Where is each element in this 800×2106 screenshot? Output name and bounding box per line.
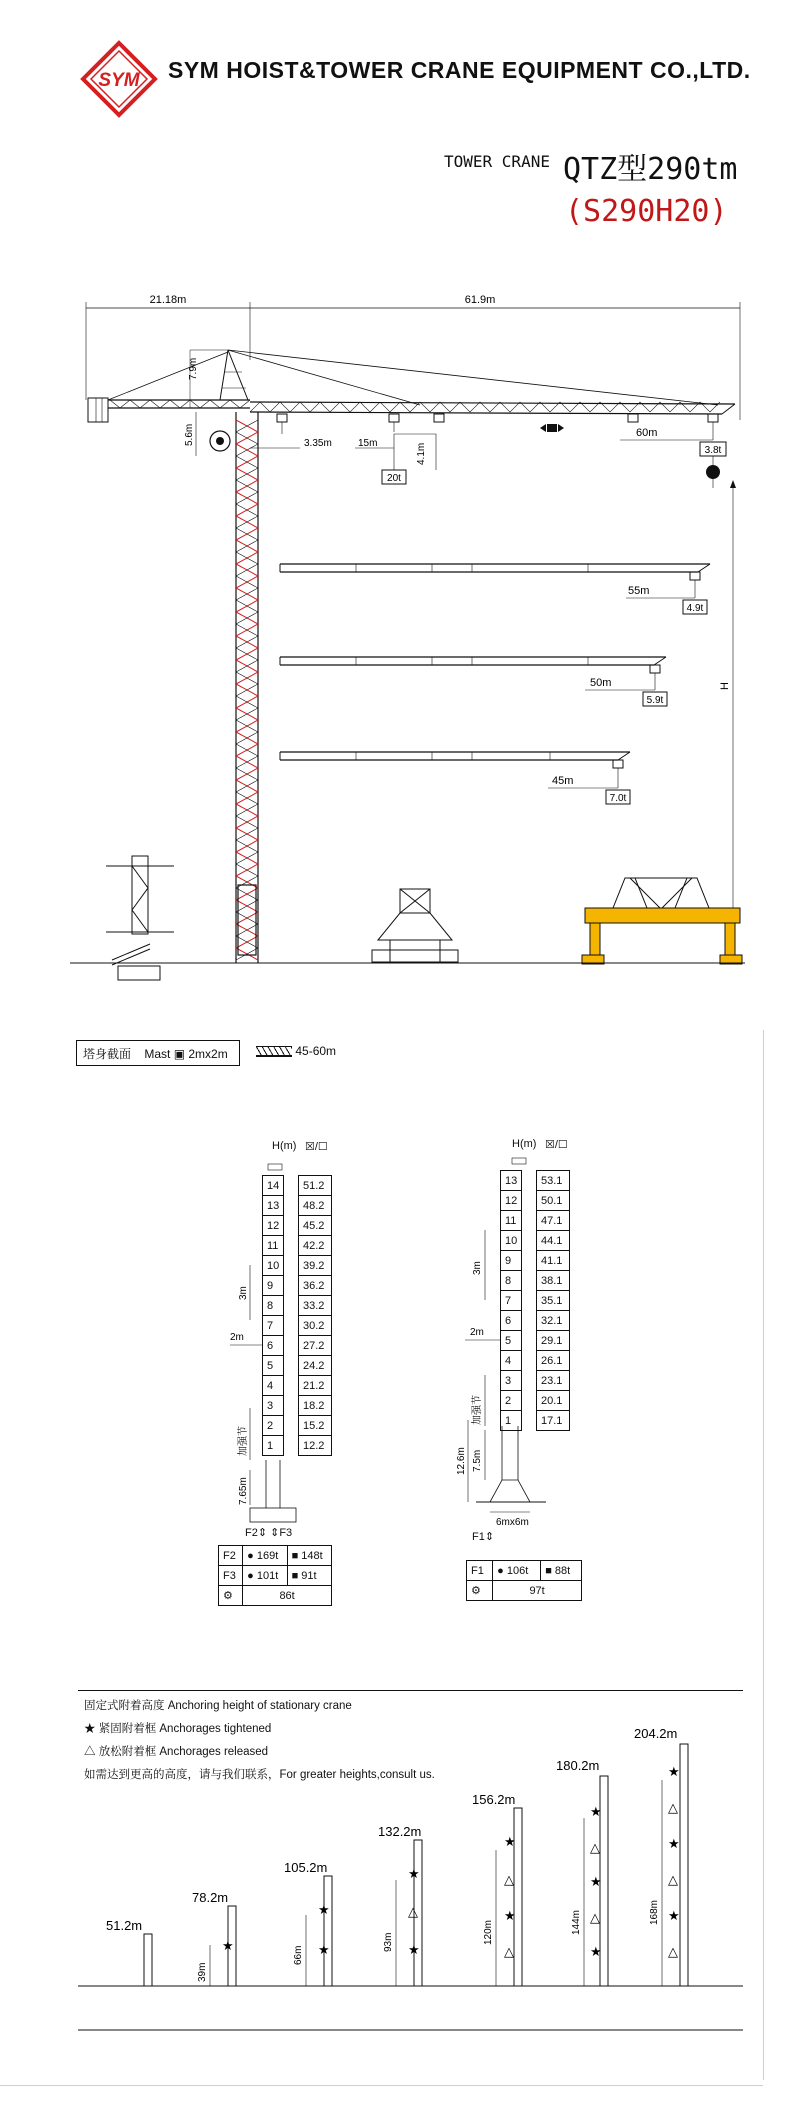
page-border-bottom (0, 2085, 763, 2086)
hook-height: 4.1m (416, 442, 427, 465)
svg-text:★: ★ (590, 1874, 602, 1889)
svg-text:39m: 39m (197, 1962, 208, 1982)
model-name: QTZ型290tm (563, 152, 738, 187)
tower-2-height: 78.2m (192, 1890, 229, 1905)
jib-55m (280, 564, 710, 614)
mast-section-detail (106, 856, 174, 980)
svg-text:3m: 3m (472, 1261, 483, 1275)
max-load: 20t (387, 473, 401, 484)
svg-text:△: △ (668, 1872, 678, 1887)
tip-radius: 60m (636, 427, 658, 439)
svg-text:★: ★ (668, 1908, 680, 1923)
config-right-header: H(m) (512, 1138, 537, 1150)
config-right-sections: 13 12 11 10 9 8 7 6 5 4 3 2 1 (500, 1170, 522, 1431)
mast-section-label: 塔身截面 (83, 1047, 132, 1061)
svg-text:12.6m: 12.6m (456, 1447, 467, 1475)
tower-7-height: 204.2m (634, 1726, 678, 1741)
config-right-heights: 53.1 50.1 47.1 44.1 41.1 38.1 35.1 32.1 29.1 26.1 23.1 20.1 17.1 (536, 1170, 570, 1431)
svg-text:★: ★ (668, 1764, 680, 1779)
svg-text:△: △ (504, 1872, 514, 1887)
jib-50m (280, 657, 667, 706)
anchoring-released: △ 放松附着框 Anchorages released (84, 1746, 269, 1758)
svg-text:★: ★ (318, 1942, 330, 1957)
jib-length: 61.9m (464, 294, 496, 306)
portal-base (582, 878, 742, 964)
tower-3-height: 105.2m (284, 1860, 328, 1875)
config-left-sections: 14 13 12 11 10 9 8 7 6 5 4 3 2 1 (262, 1175, 284, 1456)
config-left-feet: F2⇕ ⇕F3 (245, 1527, 293, 1539)
svg-text:△: △ (504, 1944, 514, 1959)
config-right-dims (430, 1150, 570, 1540)
svg-text:66m: 66m (293, 1945, 304, 1965)
svg-text:6mx6m: 6mx6m (496, 1517, 529, 1528)
tower-head (188, 350, 248, 408)
weight-icon: ⚙ (467, 1581, 493, 1601)
anchoring-top-rule (78, 1690, 743, 1691)
svg-text:★: ★ (408, 1942, 420, 1957)
svg-text:★: ★ (590, 1944, 602, 1959)
jib-range (256, 1044, 336, 1058)
config-left-icon: ☒/☐ (305, 1141, 328, 1153)
svg-text:加强节: 加强节 (472, 1395, 483, 1425)
svg-text:★: ★ (318, 1902, 330, 1917)
svg-text:93m: 93m (383, 1932, 394, 1952)
offset-1: 3.35m (304, 438, 332, 449)
jib-range-text: 45-60m (295, 1044, 337, 1058)
tower-4-height: 132.2m (378, 1824, 422, 1839)
svg-text:7.5m: 7.5m (472, 1449, 483, 1472)
svg-text:△: △ (668, 1800, 678, 1815)
anchoring-title: 固定式附着高度 Anchoring height of stationary crane (84, 1700, 352, 1712)
weight-icon: ⚙ (219, 1586, 243, 1606)
jib-45m-load: 7.0t (609, 793, 627, 804)
tower-1-height: 51.2m (106, 1918, 143, 1933)
crane-drawing (0, 0, 800, 1000)
svg-text:△: △ (408, 1904, 418, 1919)
svg-text:120m: 120m (483, 1919, 494, 1945)
config-right-icon: ☒/☐ (545, 1139, 568, 1151)
jib-55m-radius: 55m (628, 585, 650, 597)
head-height: 7.9m (188, 357, 199, 380)
svg-text:7.65m: 7.65m (238, 1477, 249, 1505)
svg-text:△: △ (668, 1944, 678, 1959)
foot-base (372, 889, 458, 962)
jib-section-icon (256, 1046, 292, 1057)
mast-section-box (76, 1040, 240, 1066)
model-code: (S290H20) (565, 194, 728, 229)
anchoring-chart (0, 1720, 800, 2050)
svg-text:168m: 168m (649, 1899, 660, 1925)
height-label: H (719, 682, 731, 690)
offset-2: 15m (358, 438, 378, 449)
svg-text:2m: 2m (230, 1332, 244, 1343)
svg-text:2m: 2m (470, 1327, 484, 1338)
cab-height: 5.6m (184, 423, 195, 446)
svg-text:★: ★ (668, 1836, 680, 1851)
svg-text:加强节: 加强节 (238, 1426, 249, 1456)
tip-load: 3.8t (704, 445, 722, 456)
svg-text:★: ★ (504, 1834, 516, 1849)
anchoring-note: 如需达到更高的高度，请与我们联系，For greater heights,consult us. (84, 1769, 435, 1781)
svg-text:★: ★ (590, 1804, 602, 1819)
logo-text: SYM (98, 70, 140, 91)
svg-text:144m: 144m (571, 1909, 582, 1935)
tower-5-height: 156.2m (472, 1792, 516, 1807)
mast-section-size: Mast ▣ 2mx2m (144, 1047, 228, 1061)
svg-text:★: ★ (504, 1908, 516, 1923)
svg-text:△: △ (590, 1910, 600, 1925)
svg-text:△: △ (590, 1840, 600, 1855)
company-name: SYM HOIST&TOWER CRANE EQUIPMENT CO.,LTD. (168, 57, 751, 83)
tower-mast (236, 412, 258, 963)
config-left-loads: F2 ● 169t ■ 148t F3 ● 101t ■ 91t ⚙ 86t (218, 1545, 332, 1606)
main-jib (250, 402, 735, 440)
anchoring-tightened: ★ 紧固附着框 Anchorages tightened (84, 1723, 272, 1735)
jib-50m-load: 5.9t (646, 695, 664, 706)
jib-55m-load: 4.9t (686, 603, 704, 614)
jib-45m (280, 752, 630, 804)
config-right-feet: F1⇕ (472, 1531, 495, 1543)
tower-6-height: 180.2m (556, 1758, 600, 1773)
config-right-loads: F1 ● 106t ■ 88t ⚙ 97t (466, 1560, 582, 1601)
counter-jib-length: 21.18m (149, 294, 187, 306)
config-left-header: H(m) (272, 1140, 297, 1152)
jib-50m-radius: 50m (590, 677, 612, 689)
jib-45m-radius: 45m (552, 775, 574, 787)
config-left-heights: 51.2 48.2 45.2 42.2 39.2 36.2 33.2 30.2 27.2 24.2 21.2 18.2 15.2 12.2 (298, 1175, 332, 1456)
config-left-dims (190, 1160, 330, 1540)
product-type: TOWER CRANE (444, 152, 550, 171)
svg-text:★: ★ (408, 1866, 420, 1881)
anchor-star: ★ (222, 1938, 234, 1953)
svg-text:3m: 3m (238, 1286, 249, 1300)
